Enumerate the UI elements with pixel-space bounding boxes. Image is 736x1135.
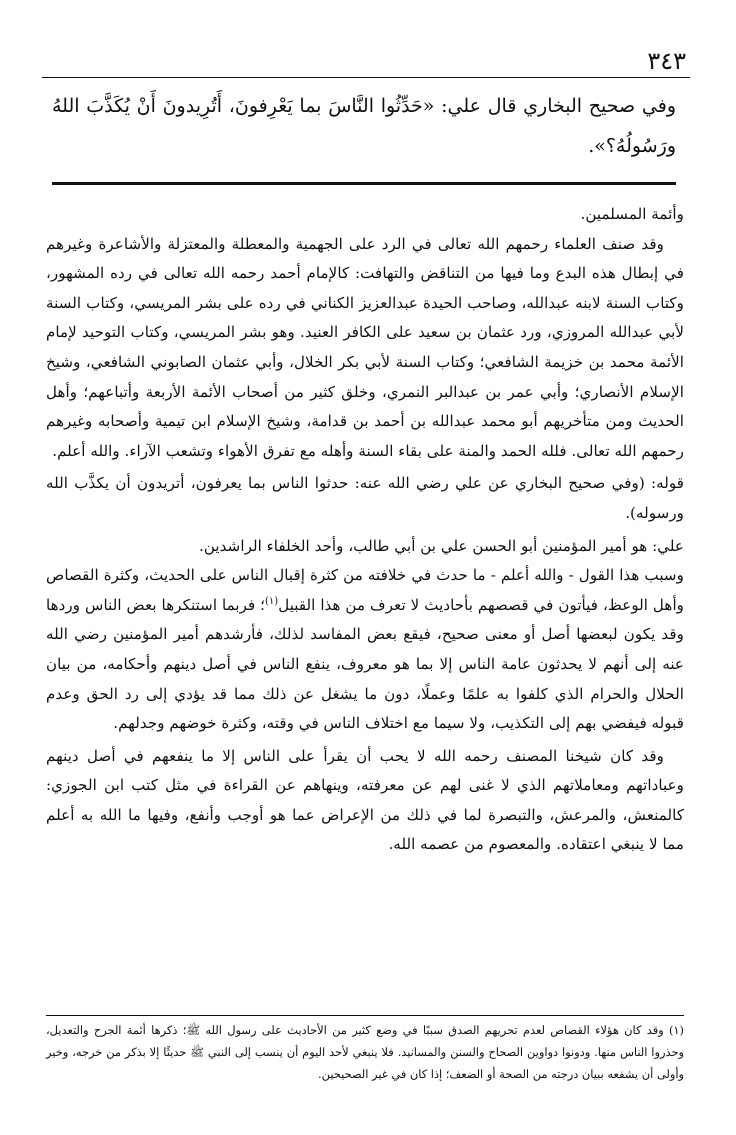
- paragraph-refutation-works: وقد صنف العلماء رحمهم الله تعالى في الرد على الجهمية والمعطلة والمعتزلة والأشاعرة وغيرهم في إبطال هذه البدع وما فيها من التناقض والتهافت: كالإمام أحمد رحمه الله تعالى في رده المشهور، وكتاب السنة لابنه عبدالله، وصاحب الحيدة عبدالعزيز الكناني في رده على بشر المريسي، وكتاب السنة لأبي عبدالله المروزي، ورد عثمان بن سعيد على الكافر العنيد. وهو بشر المريسي، وكتاب التوحيد لإمام الأئمة محمد بن خزيمة الشافعي؛ وكتاب السنة لأبي بكر الخلال، وأبي عثمان الصابوني الشافعي، وشيخ الإسلام الأنصاري؛ وأبي عمر بن عبدالبر النمري، وخلق كثير من أصحاب الأئمة الأربعة وأتباعهم؛ وأهل الحديث ومن متأخريهم أبو محمد عبدالله بن أحمد بن قدامة، وشيخ الإسلام ابن تيمية وأصحابه وغيرهم رحمهم الله تعالى. فلله الحمد والمنة على بقاء السنة وأهله مع تفرق الأهواء وتشعب الآراء. والله أعلم.: [46, 234, 684, 460]
- reason-intro: وسبب هذا القول - والله أعلم - ما حدث في خلافته من كثرة إقبال الناس على الحديث،: [144, 566, 684, 585]
- paragraph-quote-citation: قوله: (وفي صحيح البخاري عن علي رضي الله عنه: حدثوا الناس بما يعرفون، أتريدون أن يكذَّب الله ورسوله).: [46, 474, 684, 522]
- quote-divider: [52, 182, 676, 185]
- commentary-body: [46, 200, 684, 860]
- reason-continuation: ؛ فربما استنكرها بعض الناس وردها وقد يكون لبعضها أصل أو معنى صحيح، فيقع بعض المفاسد لذلك، فأرشدهم أمير المؤمنين رضي الله عنه إلى أنهم لا يحدثون عامة الناس إلا بما هو معروف، ينفع الناس في أصل دينهم وأحكامه، من بيان الحلال والحرام الذي كلفوا به علمًا وعملًا، دون ما يشغل عن ذلك مما قد يؤدي إلى رد الحق وعدم قبوله فيفضي بهم إلى التكذيب، ولا سيما مع اختلاف الناس في وقته، وكثرة خوضهم وجدلهم.: [46, 595, 684, 733]
- paragraph-ali-identity: علي: هو أمير المؤمنين أبو الحسن علي بن أبي طالب، وأحد الخلفاء الراشدين.: [199, 536, 684, 555]
- page-number: ٣٤٣: [647, 47, 686, 75]
- footnotes: [46, 1019, 684, 1085]
- footnote-reference[interactable]: (١): [265, 595, 279, 607]
- paragraph-ending: وأئمة المسلمين.: [580, 205, 684, 223]
- header-rule: [42, 77, 690, 78]
- reason-text: وكثرة القصاص وأهل الوعظ، فيأتون في قصصهم بأحاديث لا تعرف من هذا القبيل: [46, 566, 684, 614]
- paragraph-reason: [46, 561, 684, 739]
- hadith-quote: وفي صحيح البخاري قال علي: «حَدِّثُوا النَّاسَ بما يَعْرِفونَ، أَتُرِيدونَ أَنْ يُكَذَّبَ اللهُ ورَسُولُهُ؟».: [52, 95, 676, 157]
- footnote-divider: [46, 1015, 684, 1016]
- footnote-1: (١) وقد كان هؤلاء القصاص لعدم تحريهم الصدق سببًا في وضع كثير من الأحاديث على رسول الله ﷺ؛ ذكرها أئمة الجرح والتعديل، وحذروا الناس منها. ودونوا دواوين الصحاح والسنن والمسانيد. فلا ينبغي لأحد اليوم أن ينسب إلى النبي ﷺ حديثًا إلا بذكر من خرجه، وخير وأولى أن يشفعه ببيان درجته من الصحة أو الضعف؛ إذا كان في غير الصحيحين.: [46, 1023, 684, 1081]
- paragraph-author-practice: وقد كان شيخنا المصنف رحمه الله لا يحب أن يقرأ على الناس إلا ما ينفعهم في أصل دينهم وعباداتهم ومعاملاتهم الذي لا غنى لهم عن معرفته، وينهاهم عن القراءة في مثل كتب ابن الجوزي: كالمنعش، والمرعش، والتبصرة لما في ذلك من الإعراض عما هو أوجب وأنفع، وفيها ما الله به أعلم مما لا ينبغي اعتقاده. والمعصوم من عصمه الله.: [46, 746, 684, 854]
